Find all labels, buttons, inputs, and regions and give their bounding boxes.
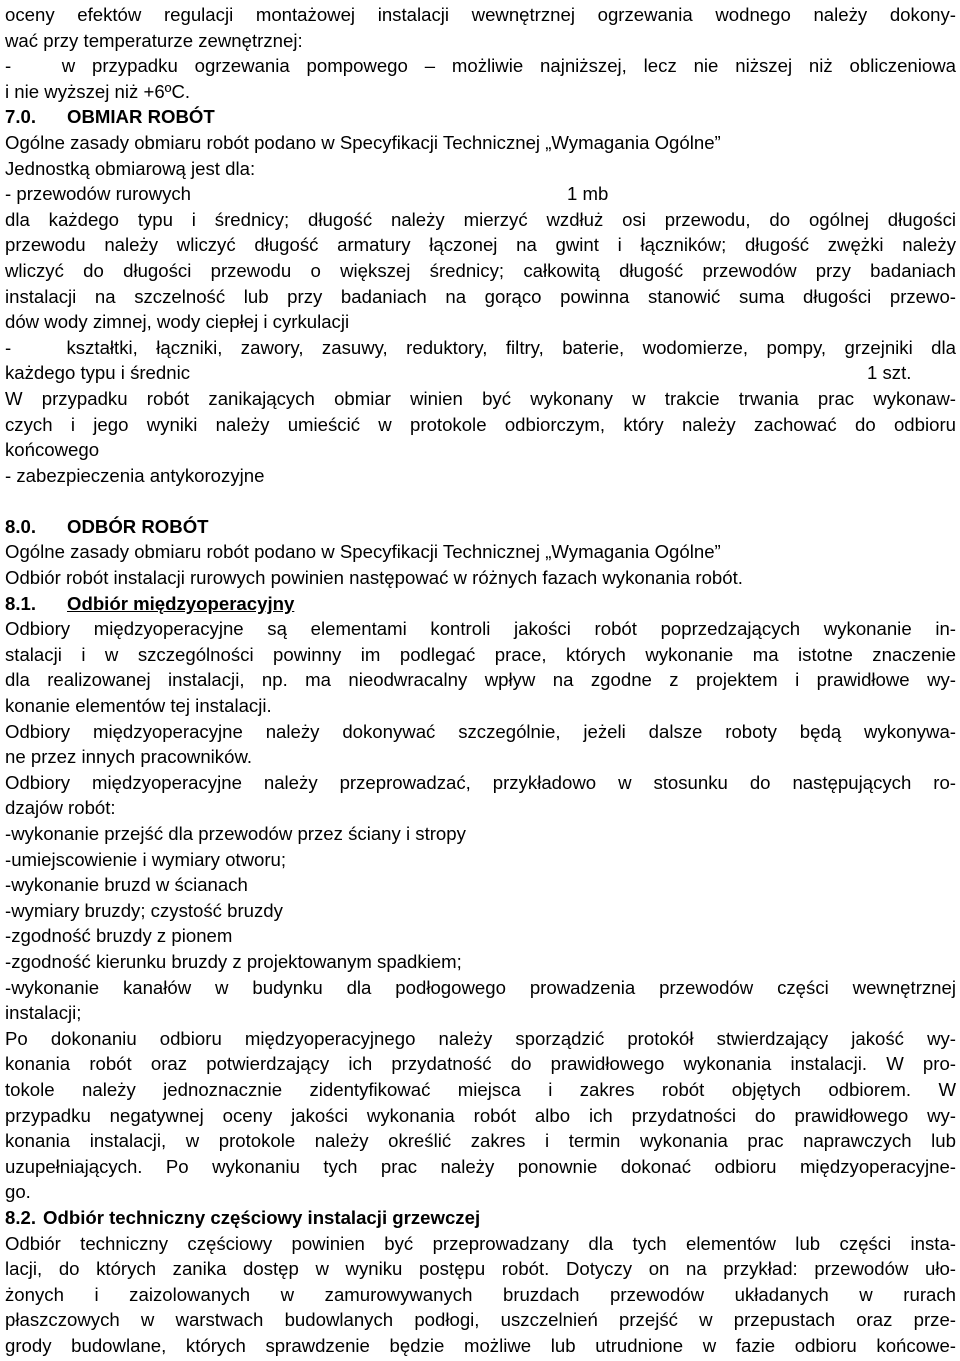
text-line: go. (5, 1181, 31, 1203)
paragraph (5, 1026, 956, 1205)
text-line: Odbiory międzyoperacyjne są elementami kontroli jakości robót poprzedzających wykonanie in- (5, 618, 956, 640)
list-item: -zgodność bruzdy z pionem (5, 925, 233, 947)
paragraph (5, 719, 956, 770)
text-line: płaszczowych w warstwach budowlanych podłogi, uszczelnień przejść w przepustach oraz prze- (5, 1309, 956, 1331)
section-title: Odbiór międzyoperacyjny (67, 592, 295, 614)
text-line: żonych i zaizolowanych w zamurowywanych bruzdach przewodów układanych w rurach (5, 1283, 956, 1305)
text-line: Odbiory międzyoperacyjne należy dokonywać szczególnie, jeżeli dalsze roboty będą wykonywa- (5, 720, 956, 742)
text-line: oceny efektów regulacji montażowej instalacji wewnętrznej ogrzewania wodnego należy dokony- (5, 4, 956, 25)
section-title: OBMIAR ROBÓT (67, 106, 215, 128)
section-title: Odbiór techniczny częściowy instalacji grzewczej (43, 1206, 481, 1228)
list-item: -wykonanie przejść dla przewodów przez ściany i stropy (5, 823, 466, 844)
blank-line (5, 488, 956, 514)
text-line: W przypadku robót zanikających obmiar winien być wykonany w trakcie trwania prac wykonaw- (5, 387, 956, 409)
text-line: końcowego (5, 439, 100, 461)
paragraph (5, 207, 956, 335)
text-line: Ogólne zasady obmiaru robót podano w Specyfikacji Technicznej „Wymagania Ogólne” (5, 541, 721, 563)
paragraph (5, 386, 956, 463)
paragraph (5, 770, 956, 821)
text-line: wać przy temperaturze zewnętrznej: (5, 29, 303, 51)
item-unit: 1 szt. (867, 362, 912, 384)
text-line: Odbiór robót instalacji rurowych powinien następować w różnych fazach wykonania robót. (5, 567, 743, 589)
text-line: - w przypadku ogrzewania pompowego – możliwie najniższej, lecz nie niższej niż obliczeniowa (5, 55, 956, 77)
item-label: każdego typu i średnic (5, 362, 191, 384)
section-title: ODBÓR ROBÓT (67, 515, 209, 537)
section-heading-8 (5, 514, 956, 540)
list-item: -zgodność kierunku bruzdy z projektowanym spadkiem; (5, 950, 462, 972)
text-line: - zabezpieczenia antykorozyjne (5, 464, 265, 486)
text-line: lacji, do których zanika dostęp w wyniku postępu robót. Dotyczy on na przykład: przewodów uło- (5, 1258, 956, 1280)
text-line: instalacji na szczelność lub przy badaniach na gorąco powinna stanowić suma długości przewo- (5, 285, 956, 307)
section-number: 8.1. (5, 592, 37, 614)
list-item: -wymiary bruzdy; czystość bruzdy (5, 899, 283, 921)
text-line: - kształtki, łączniki, zawory, zasuwy, reduktory, filtry, baterie, wodomierze, pompy, grzejniki dla (5, 336, 956, 358)
text-line: Ogólne zasady obmiaru robót podano w Specyfikacji Technicznej „Wymagania Ogólne” (5, 131, 721, 153)
list-item: -umiejscowienie i wymiary otworu; (5, 848, 287, 870)
text-line: Odbiory międzyoperacyjne należy przeprowadzać, przykładowo w stosunku do następujących ro- (5, 771, 956, 793)
list-item: instalacji; (5, 1002, 82, 1024)
text-line: konania instalacji, w protokole należy określić zakres i termin wykonania prac naprawczych lub (5, 1130, 956, 1152)
text-line: dla realizowanej instalacji, np. ma nieodwracalny wpływ na zgodne z projektem i prawidłowe wy- (5, 669, 956, 691)
text-line: Jednostką obmiarową jest dla: (5, 157, 256, 179)
section-number: 7.0. (5, 106, 37, 128)
measure-item-pipes (5, 181, 956, 207)
section-number: 8.2. (5, 1206, 37, 1228)
text-line: Po dokonaniu odbioru międzyoperacyjnego należy sporządzić protokół stwierdzający jakość wy- (5, 1027, 956, 1049)
work-list (5, 821, 956, 1026)
section-number: 8.0. (5, 515, 37, 537)
item-unit: 1 mb (567, 183, 609, 205)
text-line: konania robót oraz potwierdzający ich przydatność do prawidłowego wykonania instalacji. W pro- (5, 1053, 956, 1075)
list-item: -wykonanie kanałów w budynku dla podłogowego prowadzenia przewodów części wewnętrznej (5, 976, 956, 998)
text-line: tokole należy jednoznacznie zidentyfikować miejsca i zakres robót objętych odbiorem. W (5, 1078, 956, 1100)
text-line: dla każdego typu i średnicy; długość należy mierzyć wzdłuż osi przewodu, do ogólnej długości (5, 208, 956, 230)
text-line: grody budowlane, których sprawdzenie będzie możliwe lub utrudnione w fazie odbioru końcowe- (5, 1334, 956, 1356)
section-heading-8-2 (5, 1205, 956, 1231)
text-line: konanie elementów tej instalacji. (5, 695, 272, 717)
intro-paragraph (5, 2, 956, 104)
text-line: wliczyć do długości przewodu o większej średnicy; całkowitą długość przewodów przy badaniach (5, 259, 956, 281)
section-heading-8-1 (5, 591, 956, 617)
item-label: - przewodów rurowych (5, 183, 192, 205)
list-item: -wykonanie bruzd w ścianach (5, 874, 248, 896)
text-line: uzupełniających. Po wykonaniu tych prac należy ponownie dokonać odbioru międzyoperacyjne- (5, 1155, 956, 1177)
text-line: dzajów robót: (5, 797, 116, 819)
text-line: czych i jego wyniki należy umieścić w protokole odbiorczym, który należy zachować do odbioru (5, 413, 956, 435)
paragraph (5, 616, 956, 718)
text-line: stalacji i w szczególności powinny im podlegać prace, których wykonanie ma istotne znaczenie (5, 643, 956, 665)
text-line: dów wody zimnej, wody ciepłej i cyrkulacji (5, 311, 350, 333)
text-line: przewodu należy wliczyć długość armatury łączonej na gwint i łączników; długość zwężki należy (5, 234, 956, 256)
paragraph (5, 1231, 956, 1359)
section-heading-7 (5, 104, 956, 130)
measure-item-fittings (5, 360, 956, 386)
text-line: przypadku negatywnej oceny jakości wykonania robót albo ich przydatności do prawidłowego wy- (5, 1104, 956, 1126)
text-line: i nie wyższej niż +6ºC. (5, 80, 191, 102)
text-line: Odbiór techniczny częściowy powinien być przeprowadzany dla tych elementów lub części insta- (5, 1232, 956, 1254)
text-line: ne przez innych pracowników. (5, 746, 253, 768)
